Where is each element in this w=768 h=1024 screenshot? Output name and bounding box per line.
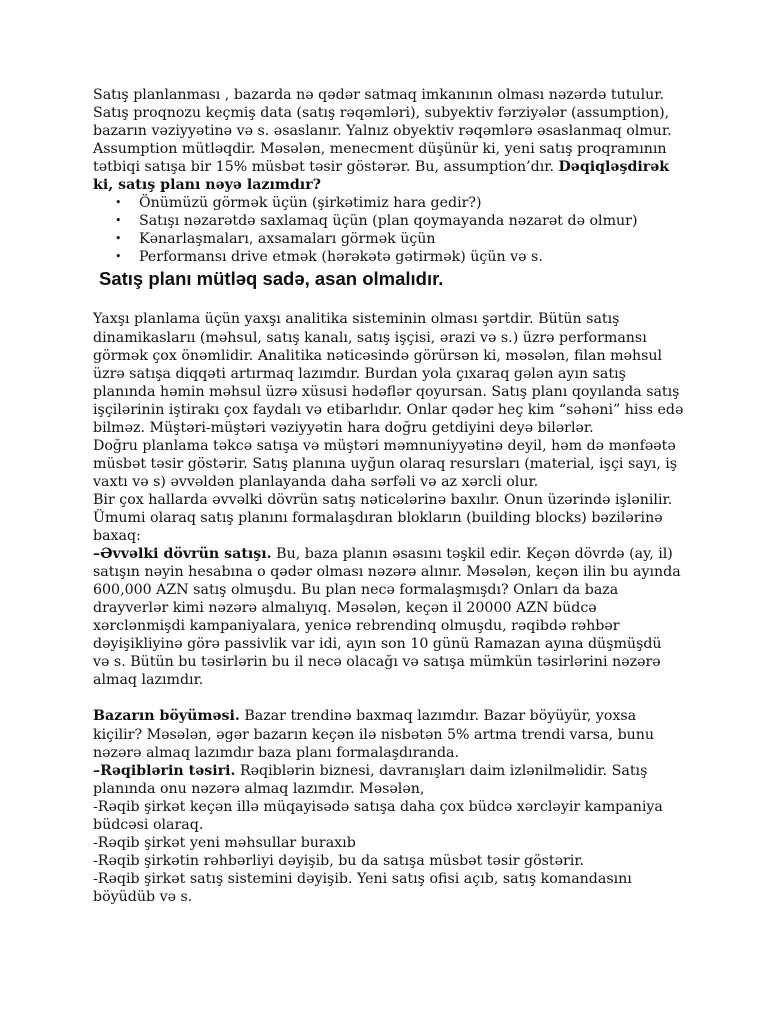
list-item-text: Kənarlaşmaları, axsamaları görmək üçün [139,231,436,248]
text-line: Yaxşı planlama üçün yaxşı analitika sisteminin olması şərtdir. Bütün satış [93,311,620,328]
bullet-icon: • [115,232,122,246]
text-span: Bu, baza planın əsasını təşkil edir. Keçən dövrdə (ay, il) [271,546,673,563]
question-line: ki, satış planı nəyə lazımdır? [93,177,321,194]
text-line: Assumption mütləqdir. Məsələn, menecment düşünür ki, yeni satış proqramının [93,141,667,158]
text-line [93,707,673,725]
text-line: müsbət təsir göstərir. Satış planına uyğun olaraq resursları (material, işçi sayı, iş [93,455,678,472]
list-item [93,194,673,212]
text-line: vaxtı və s) əvvəldən planlayanda daha sərfəli və az xərcli olur. [93,473,539,490]
spacer [93,689,673,707]
text-line: 600,000 AZN satış olmuşdu. Bu plan necə formalaşmışdı? Onları da baza [93,582,619,599]
text-line: drayverlər kimi nəzərə almalıyıq. Məsələn, keçən il 20000 AZN büdcə [93,600,597,617]
text-line: -Rəqib şirkətin rəhbərliyi dəyişib, bu da satışa müsbət təsir göstərir. [93,852,585,869]
list-item-text: Önümüzü görmək üçün (şirkətimiz hara gedir?) [139,195,482,212]
text-line: -Rəqib şirkət satış sistemini dəyişib. Yeni satış ofisi açıb, satış komandasını [93,870,632,887]
text-line [93,158,673,176]
bullet-list [93,194,673,266]
text-line: büdcəsi olaraq. [93,816,204,833]
previous-period-block [93,545,681,689]
text-line: planında onu nəzərə almaq lazımdır. Məsələn, [93,780,425,797]
text-line: dinamikaslarıı (məhsul, satış kanalı, satış işçisi, ərazi və s.) üzrə performansı [93,329,647,346]
text-line: dəyişikliyinə görə passivlik var idi, ayın son 10 günü Ramazan ayına düşmüşdü [93,636,662,653]
text-span: tətbiqi satışa bir 15% müsbət təsir göstərər. Bu, assumption’dır. [93,159,559,176]
intro-paragraph [93,86,673,194]
text-line: kiçilir? Məsələn, əgər bazarın keçən ilə nisbətən 5% artma trendi varsa, bunu [93,726,655,743]
bullet-icon: • [115,250,122,264]
bullet-icon: • [115,196,122,210]
text-line: və s. Bütün bu təsirlərin bu il necə olacağı və satışa mümkün təsirlərini nəzərə [93,654,661,671]
text-line: satışın nəyin hesabına o qədər olması nəzərə alınır. Məsələn, keçən ilin bu ayında [93,564,681,581]
text-span: Rəqiblərin biznesi, davranışları daim izlənilməlidir. Satış [235,762,648,779]
market-growth-block [93,707,673,761]
text-line: görmək çox önəmlidir. Analitika nəticəsində görürsən ki, məsələn, filan məhsul [93,347,663,364]
analytics-paragraph [93,310,684,545]
text-line: Doğru planlama təkcə satışa və müştəri məmnuniyyətinə deyil, həm də mənfəətə [93,437,676,454]
text-line: nəzərə almaq lazımdır baza planı formalaşdıranda. [93,744,460,761]
text-line: üzrə satışa diqqəti artırmaq lazımdır. Burdan yola çıxaraq gələn ayın satış [93,365,626,382]
document-page [93,86,684,906]
text-line: xərclənmişdi kampaniyalara, yenicə rebrendinq olmuşdu, rəqibdə rəhbər [93,618,620,635]
text-line: Bir çox hallarda əvvəlki dövrün satış nəticələrinə baxılır. Onun üzərində işlənilir. [93,491,673,508]
list-item-text: Performansı drive etmək (hərəkətə gətirmək) üçün və s. [139,249,543,266]
text-line: almaq lazımdır. [93,672,204,689]
block-title: –Rəqiblərin təsiri. [93,762,236,779]
text-line: bilməz. Müştəri-müştəri vəziyyətin hara doğru getdiyini deyə bilərlər. [93,419,594,436]
text-line [93,762,673,780]
list-item [93,248,673,266]
list-item-text: Satışı nəzarətdə saxlamaq üçün (plan qoymayanda nəzarət də olmur) [139,213,638,230]
text-line: Satış proqnozu keçmiş data (satış rəqəmləri), subyektiv fərziyələr (assumption), [93,105,670,122]
list-item [93,230,673,248]
block-title: Bazarın böyüməsi. [93,708,240,725]
block-title: –Əvvəlki dövrün satışı. [93,546,272,563]
competitors-block [93,762,673,906]
text-line: bazarın vəziyyətinə və s. əsaslanır. Yalnız obyektiv rəqəmlərə əsaslanmaq olmur. [93,123,672,140]
text-span: Bazar trendinə baxmaq lazımdır. Bazar böyüyür, yoxsa [239,708,637,725]
text-line: baxaq: [93,528,141,545]
text-line: işçilərinin iştirakı çox faydalı və etibarlıdır. Onlar qədər heç kim “səhəni” hiss edə [93,401,684,418]
text-line: -Rəqib şirkət yeni məhsullar buraxıb [93,834,356,851]
text-line [93,545,673,563]
text-line: böyüdüb və s. [93,888,193,905]
text-line: Satış planlanması , bazarda nə qədər satmaq imkanının olması nəzərdə tutulur. [93,87,664,103]
bold-text: Dəqiqləşdirək [558,159,670,176]
text-line: Ümumi olaraq satış planını formalaşdıran blokların (building blocks) bəzilərinə [93,509,663,526]
spacer [93,290,673,310]
list-item [93,212,673,230]
section-heading: Satış planı mütləq sadə, asan olmalıdır. [99,268,444,290]
bullet-icon: • [115,214,122,228]
text-line: planında həmin məhsul üzrə xüsusi hədəflər qoyursan. Satış planı qoyılanda satış [93,383,680,400]
text-line: -Rəqib şirkət keçən illə müqayisədə satışa daha çox büdcə xərcləyir kampaniya [93,798,663,815]
